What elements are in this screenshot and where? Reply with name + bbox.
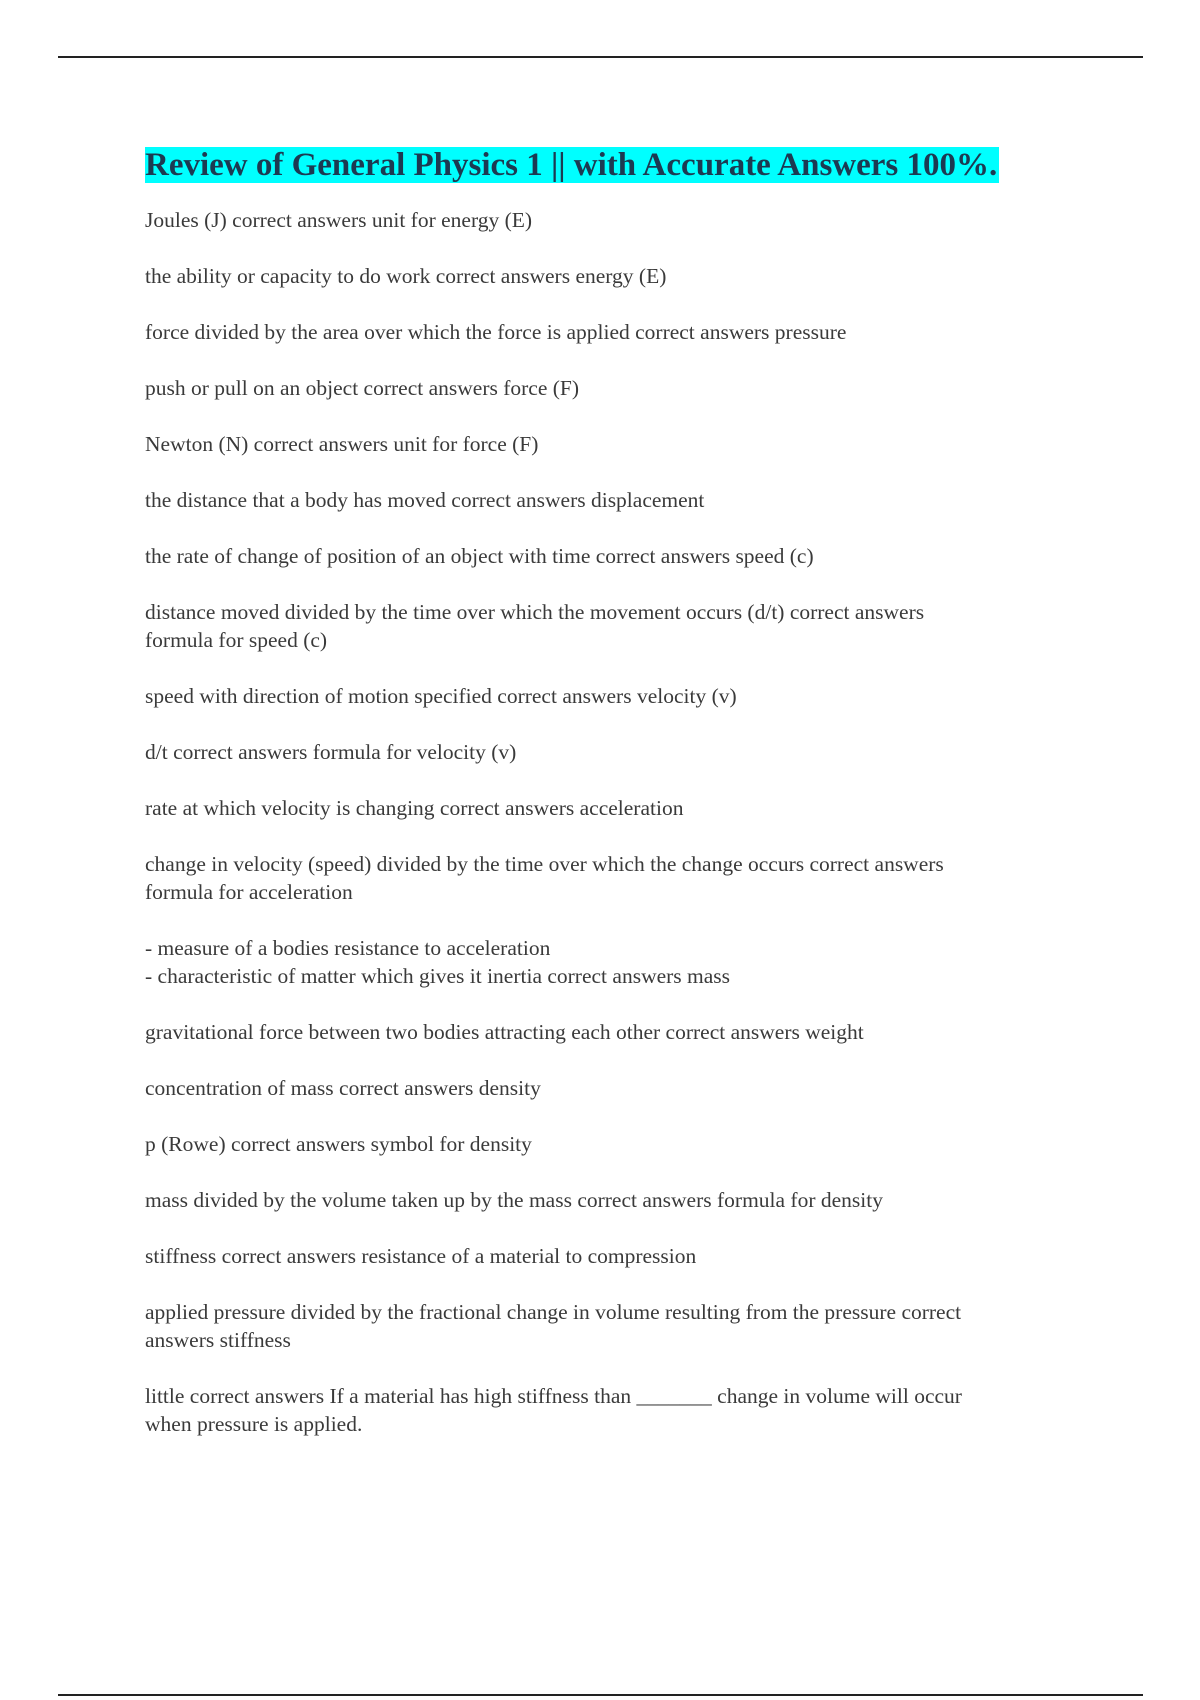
qa-item-line: Newton (N) correct answers unit for force (F) <box>145 432 539 456</box>
qa-item <box>145 850 1075 906</box>
qa-item-line: little correct answers If a material has high stiffness than _______ change in volume will occur <box>145 1384 962 1408</box>
qa-item-line: when pressure is applied. <box>145 1412 363 1436</box>
qa-item <box>145 1074 1075 1102</box>
qa-item <box>145 738 1075 766</box>
qa-item <box>145 1242 1075 1270</box>
qa-item-line: concentration of mass correct answers density <box>145 1076 541 1100</box>
qa-item-line: p (Rowe) correct answers symbol for density <box>145 1132 532 1156</box>
qa-item-line: speed with direction of motion specified correct answers velocity (v) <box>145 684 737 708</box>
qa-item <box>145 206 1075 234</box>
qa-item-line: - measure of a bodies resistance to acceleration <box>145 936 551 960</box>
qa-item-line: formula for acceleration <box>145 880 353 904</box>
document-title-text: Review of General Physics 1 || with Accurate Answers 100%. <box>145 147 998 183</box>
qa-item-line: applied pressure divided by the fractional change in volume resulting from the pressure correct <box>145 1300 962 1324</box>
qa-item <box>145 598 1075 654</box>
qa-item-line: distance moved divided by the time over which the movement occurs (d/t) correct answers <box>145 600 925 624</box>
qa-list <box>145 206 1075 1438</box>
qa-item-line: push or pull on an object correct answers force (F) <box>145 376 580 400</box>
qa-item-line: d/t correct answers formula for velocity (v) <box>145 740 517 764</box>
qa-item <box>145 934 1075 990</box>
qa-item <box>145 794 1075 822</box>
qa-item <box>145 430 1075 458</box>
qa-item <box>145 374 1075 402</box>
qa-item-line: stiffness correct answers resistance of a material to compression <box>145 1244 697 1268</box>
qa-item-line: Joules (J) correct answers unit for energy (E) <box>145 208 533 232</box>
qa-item <box>145 682 1075 710</box>
qa-item <box>145 262 1075 290</box>
qa-item <box>145 1382 1075 1438</box>
header-rule <box>58 56 1143 58</box>
qa-item-line: change in velocity (speed) divided by the time over which the change occurs correct answers <box>145 852 944 876</box>
qa-item-line: the rate of change of position of an object with time correct answers speed (c) <box>145 544 814 568</box>
qa-item-line: the ability or capacity to do work correct answers energy (E) <box>145 264 667 288</box>
qa-item <box>145 1130 1075 1158</box>
qa-item <box>145 1298 1075 1354</box>
qa-item <box>145 1018 1075 1046</box>
qa-item-line: rate at which velocity is changing correct answers acceleration <box>145 796 684 820</box>
qa-item <box>145 1186 1075 1214</box>
qa-item-line: answers stiffness <box>145 1328 291 1352</box>
qa-item <box>145 542 1075 570</box>
document-title <box>145 144 1075 186</box>
qa-item-line: force divided by the area over which the force is applied correct answers pressure <box>145 320 847 344</box>
qa-item <box>145 318 1075 346</box>
qa-item-line: mass divided by the volume taken up by the mass correct answers formula for density <box>145 1188 883 1212</box>
footer-rule <box>58 1694 1143 1696</box>
qa-item-line: the distance that a body has moved correct answers displacement <box>145 488 705 512</box>
document-body <box>145 144 1075 1466</box>
qa-item-line: gravitational force between two bodies attracting each other correct answers weight <box>145 1020 864 1044</box>
qa-item <box>145 486 1075 514</box>
qa-item-line: formula for speed (c) <box>145 628 328 652</box>
qa-item-line: - characteristic of matter which gives it inertia correct answers mass <box>145 964 731 988</box>
